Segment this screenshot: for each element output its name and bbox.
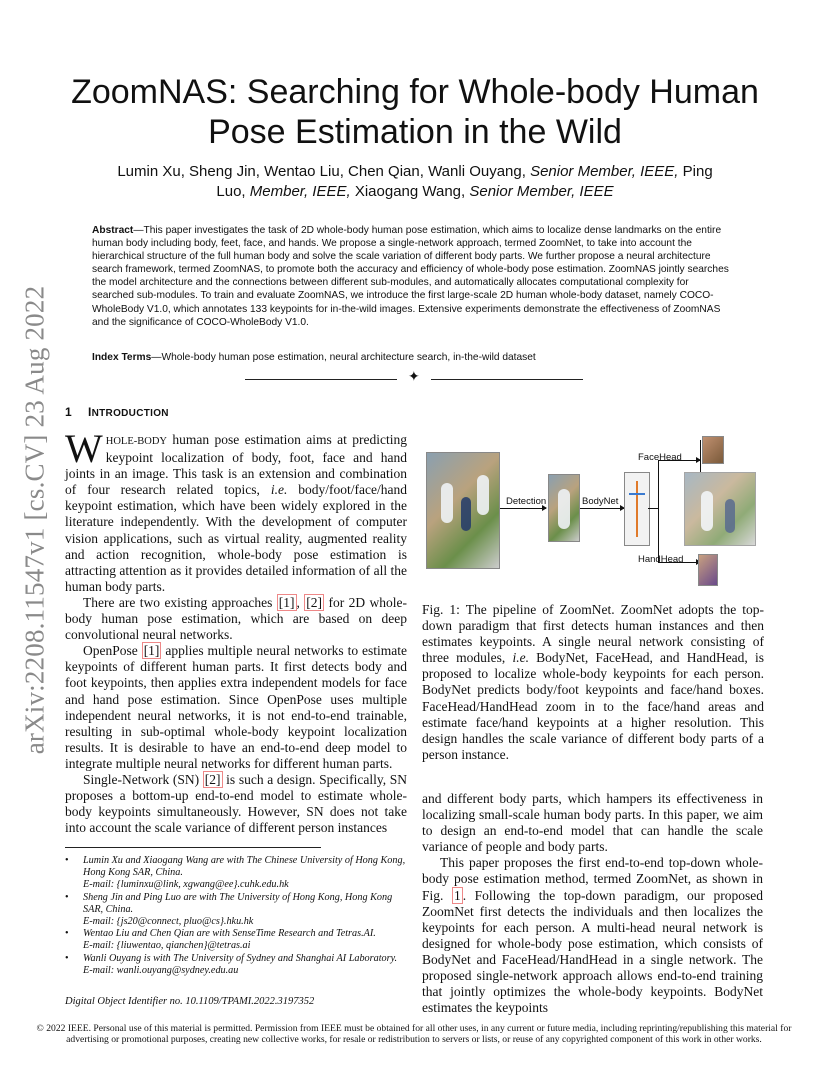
intro-paragraph-1: WHOLE-BODY human pose estimation aims at predicting keypoint localization of body, foot, face and hand joints in an image. This task is an extension and combination of four research related topics, i.e. body/foot/face/hand keypoint estimation, which have been widely explored in the literature independently. With the development of computer vision applications, such as virtual reality, augmented reality and action recognition, whole-body pose estimation is attracting attention as it provides detailed information of all the human body parts. [65, 426, 407, 594]
authors-line1: Lumin Xu, Sheng Jin, Wentao Liu, Chen Qian, Wanli Ouyang, [117, 163, 531, 180]
smallcaps-lead: HOLE-BODY [105, 436, 168, 447]
authors-line2-mid: Xiaogang Wang, [350, 183, 470, 200]
doi: Digital Object Identifier no. 10.1109/TPAMI.2022.3197352 [65, 996, 315, 1007]
input-image [426, 452, 500, 569]
intro-paragraph-2: There are two existing approaches [1] , [2] for 2D whole-body human pose estimation, which are based on deep convolutional neural networks. [65, 594, 408, 643]
detection-label: Detection [506, 496, 547, 507]
abstract [92, 224, 732, 329]
left-column-text [65, 426, 408, 836]
arrow-to-bodynet [580, 508, 624, 509]
citation-link[interactable]: [2] [204, 771, 221, 787]
abstract-label: Abstract [92, 225, 134, 236]
right-column-text [422, 791, 763, 1016]
author-list [90, 162, 740, 202]
branch-line [658, 460, 659, 562]
right-paragraph-2: This paper proposes the first end-to-end top-down whole-body pose estimation method, termed ZoomNet, as shown in Fig. 1 . Following the top-down paradigm, our proposed ZoomNet first detects the individuals and then localizes the keypoints for each person. A multi-head neural network is designed for whole-body pose estimation, which consists of BodyNet and FaceHead/HandHead in a single network. The proposed single-network approach allows end-to-end training that jointly optimizes the whole-body keypoints. BodyNet estimates the keypoints [422, 855, 764, 1016]
title-line-2: Pose Estimation in the Wild [208, 113, 622, 151]
copyright-notice: © 2022 IEEE. Personal use of this material is permitted. Permission from IEEE must be obtained for all other uses, in any current or future media, including reprinting/republishing this material for advertising or promotional purposes, creating new collective works, for resale or redistribution to servers or lists, or reuse of any copyrighted component of this work in other works. [36, 1023, 792, 1046]
section-heading: 1 INTRODUCTION [65, 405, 169, 419]
footnote-item: • Wentao Liu and Chen Qian are with SenseTime Research and Tetras.AI. E-mail: {liuwentao, qianchen}@tetras.ai [65, 928, 410, 952]
abstract-text: —This paper investigates the task of 2D whole-body human pose estimation, which aims to localize dense landmarks on the entire human body including body, feet, face, and hands. We propose a single-network approach, termed ZoomNet, to take into account the hierarchical structure of the full human body and solve the scale variation of different body parts. We further propose a neural architecture search framework, termed ZoomNAS, to promote both the accuracy and efficiency of whole-body pose estimation. ZoomNAS jointly searches the model architecture and the connections between different sub-modules, and automatically allocates computational complexity for searched sub-modules. To train and evaluate ZoomNAS, we introduce the first large-scale 2D human whole-body dataset, namely COCO-WholeBody V1.0, which annotates 133 keypoints for in-the-wild images. Extensive experiments demonstrate the effectiveness of ZoomNAS and the significance of COCO-WholeBody V1.0. [92, 225, 729, 328]
title-line-1: ZoomNAS: Searching for Whole-body Human [71, 73, 759, 111]
cropped-person-image [548, 474, 580, 542]
authors-line1-end: Ping [678, 163, 713, 180]
bodynet-label: BodyNet [582, 496, 619, 507]
divider-line-left [245, 379, 397, 380]
footnotes [65, 855, 410, 977]
author-role: Senior Member, IEEE, [530, 163, 679, 180]
index-terms [92, 351, 732, 364]
intro-paragraph-4: Single-Network (SN) [2] is such a design. Specifically, SN proposes a bottom-up end-to-end model to estimate whole-body keypoints simultaneously. However, SN does not take into account the scale variance of different person instances [65, 771, 408, 836]
author-role: Member, IEEE, [249, 183, 351, 200]
right-paragraph-1: and different body parts, which hampers its effectiveness in localizing small-scale human body parts. In this paper, we aim to design an end-to-end model that can handle the scale variance of people and body parts. [422, 791, 763, 855]
arxiv-id-text: arXiv:2208.11547v1 [cs.CV] 23 Aug 2022 [19, 285, 50, 755]
section-title-first: I [87, 405, 92, 419]
footnote-rule [65, 847, 321, 848]
divider-star-icon: ✦ [408, 369, 420, 385]
citation-link[interactable]: [2] [306, 594, 323, 610]
citation-link[interactable]: [1] [143, 643, 160, 659]
footnote-item: • Lumin Xu and Xiaogang Wang are with The Chinese University of Hong Kong, Hong Kong SAR, China. E-mail: {luminxu@link, xgwang@ee}.cuhk.edu.hk [65, 855, 410, 892]
figure-pipeline [422, 432, 764, 592]
output-pose-image [684, 472, 756, 546]
handhead-label: HandHead [638, 554, 684, 565]
paper-title [60, 72, 770, 152]
footnote-item: • Wanli Ouyang is with The University of Sydney and Shanghai AI Laboratory. E-mail: wanli.ouyang@sydney.edu.au [65, 953, 410, 977]
section-divider [245, 369, 585, 386]
authors-line2: Luo, [216, 183, 250, 200]
bodynet-skeleton [624, 472, 650, 546]
divider-line-right [431, 379, 583, 380]
index-terms-text: —Whole-body human pose estimation, neural architecture search, in-the-wild dataset [151, 352, 536, 363]
section-title-rest: NTRODUCTION [91, 408, 169, 419]
face-crop-image [702, 436, 724, 464]
citation-link[interactable]: [1] [278, 594, 295, 610]
author-role: Senior Member, IEEE [469, 183, 614, 200]
footnote-item: • Sheng Jin and Ping Luo are with The University of Hong Kong, Hong Kong SAR, China. E-mail: {js20@connect, pluo@cs}.hku.hk [65, 892, 410, 929]
arrow-to-detection [500, 508, 546, 509]
figure-caption: Fig. 1: The pipeline of ZoomNet. ZoomNet adopts the top-down paradigm that first detects human instances and then estimates keypoints. A single neural network consisting of three modules, i.e. BodyNet, FaceHead, and HandHead, is proposed to localize whole-body keypoints for each person. BodyNet predicts body/foot keypoints and face/hand boxes. FaceHead/HandHead zoom in to the face/hand areas and estimate face/hand keypoints at a higher resolution. This design handles the scale variance of different body parts of a person instance. [422, 602, 764, 762]
intro-paragraph-3: OpenPose [1] applies multiple neural networks to estimate keypoints of different human parts. It first detects body and foot keypoints, then applies extra independent models for face and hand pose estimation. Since OpenPose uses multiple independent neural networks, it is not end-to-end trainable, resulting in sub-optimal whole-body keypoint localization results. It is desirable to have an end-to-end deep model to integrate multiple neural networks for different human parts. [65, 643, 407, 771]
arxiv-side-stamp [10, 280, 60, 760]
facehead-label: FaceHead [638, 452, 682, 463]
figure-ref-link[interactable]: 1 [453, 887, 461, 903]
hand-crop-image [698, 554, 718, 586]
index-terms-label: Index Terms [92, 352, 152, 363]
dropcap: W [65, 426, 103, 471]
